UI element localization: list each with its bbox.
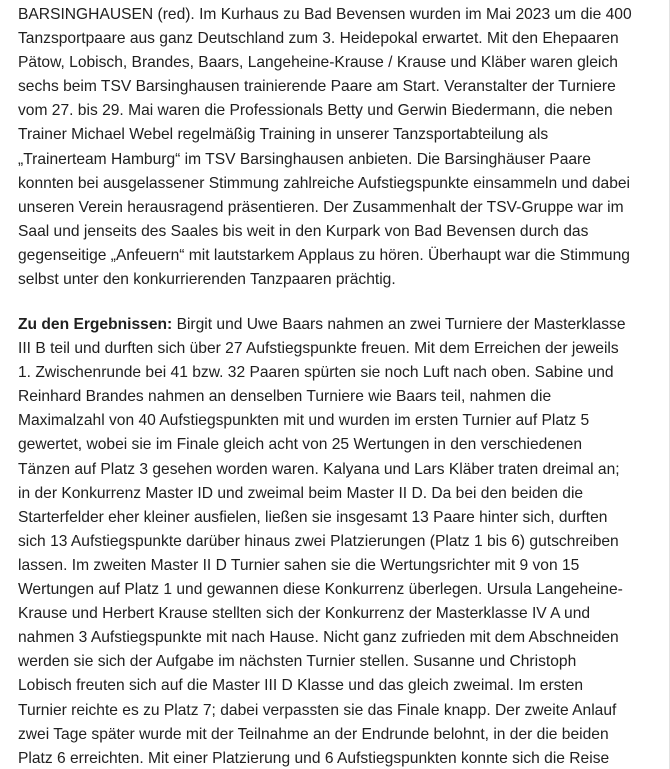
text-line: Tänzen auf Platz 3 gesehen worden waren. Kalyana und Lars Kläber traten dreimal an; (18, 460, 620, 478)
text-line: gegenseitige „Anfeuern“ mit lautstarkem Applaus zu hören. Überhaupt war die Stimmung (18, 246, 630, 264)
text-line: selbst unter den konkurrierenden Tanzpaaren prächtig. (18, 271, 396, 289)
text-line: 1. Zwischenrunde bei 41 bzw. 32 Paaren spürten sie noch Luft nach oben. Sabine und (18, 364, 614, 382)
text-line: Trainer Michael Webel regelmäßig Training in unserer Tanzsportabteilung als (18, 126, 549, 144)
text-line: vom 27. bis 29. Mai waren die Professionals Betty und Gerwin Biedermann, die neben (18, 102, 613, 120)
text-line: Saal und jenseits des Saales bis weit in den Kurpark von Bad Bevensen durch das (18, 222, 589, 240)
text-line: sechs beim TSV Barsinghausen trainierende Paare am Start. Veranstalter der Turniere (18, 78, 616, 96)
text-line: Platz 6 erreichten. Mit einer Platzierung und 6 Aufstiegspunkten konnte sich die Reise (18, 749, 610, 767)
text-line: „Trainerteam Hamburg“ im TSV Barsinghausen anbieten. Die Barsinghäuser Paare (18, 150, 591, 168)
text-line: in der Konkurrenz Master ID und zweimal beim Master II D. Da bei den beiden die (18, 484, 584, 502)
text-line: Pätow, Lobisch, Brandes, Baars, Langeheine-Krause / Krause und Kläber waren gleich (18, 54, 618, 72)
text-line: Maximalzahl von 40 Aufstiegspunkten mit und wurden im ersten Turnier auf Platz 5 (18, 412, 590, 430)
text-line: sich 13 Aufstiegspunkte darüber hinaus zwei Platzierungen (Platz 1 bis 6) gutschreiben (18, 532, 619, 550)
text-line: BARSINGHAUSEN (red). Im Kurhaus zu Bad Bevensen wurden im Mai 2023 um die 400 (18, 6, 632, 23)
text-line: Starterfelder eher kleiner ausfielen, ließen sie insgesamt 13 Paare hinter sich, durften (18, 508, 608, 526)
text-line: III B teil und durften sich über 27 Aufstiegspunkte freuen. Mit dem Erreichen der jeweils (18, 340, 619, 358)
text-line: zwei Tage später wurde mit der Teilnahme an der Endrunde belohnt, in der die beiden (18, 725, 609, 743)
text-line: gewertet, wobei sie im Finale gleich acht von 25 Wertungen in den verschiedenen (18, 436, 583, 454)
text-line: unseren Verein herausragend präsentieren. Der Zusammenhalt der TSV-Gruppe war im (18, 198, 624, 216)
results-first-line-text: Birgit und Uwe Baars nahmen an zwei Turniere der Masterklasse (172, 316, 626, 333)
text-line: konnten bei ausgelassener Stimmung zahlreiche Aufstiegspunkte einsammeln und dabei (18, 174, 631, 192)
results-paragraph (18, 313, 670, 769)
text-line: Reinhard Brandes nahmen an denselben Turniere wie Baars teil, nahmen die (18, 388, 552, 406)
text-line (18, 313, 670, 337)
text-line: Lobisch freuten sich auf die Master III D Klasse und das gleich zweimal. Im ersten (18, 677, 584, 695)
intro-paragraph (18, 3, 670, 292)
text-line: Tanzsportpaare aus ganz Deutschland zum 3. Heidepokal erwartet. Mit den Ehepaaren (18, 30, 619, 48)
text-line: Wertungen auf Platz 1 und gewannen diese Konkurrenz überlegen. Ursula Langeheine- (18, 581, 623, 599)
text-line: Turnier reichte es zu Platz 7; dabei verpassten sie das Finale knapp. Der zweite Anlauf (18, 701, 617, 719)
text-line: lassen. Im zweiten Master II D Turnier sahen sie die Wertungsrichter mit 9 von 15 (18, 556, 580, 574)
text-line: werden sie sich der Aufgabe im nächsten Turnier stellen. Susanne und Christoph (18, 653, 577, 671)
results-label: Zu den Ergebnissen: (18, 316, 173, 333)
text-line: nahmen 3 Aufstiegspunkte mit nach Hause. Nicht ganz zufrieden mit dem Abschneiden (18, 629, 619, 647)
text-line: Krause und Herbert Krause stellten sich der Konkurrenz der Masterklasse IV A und (18, 605, 591, 623)
